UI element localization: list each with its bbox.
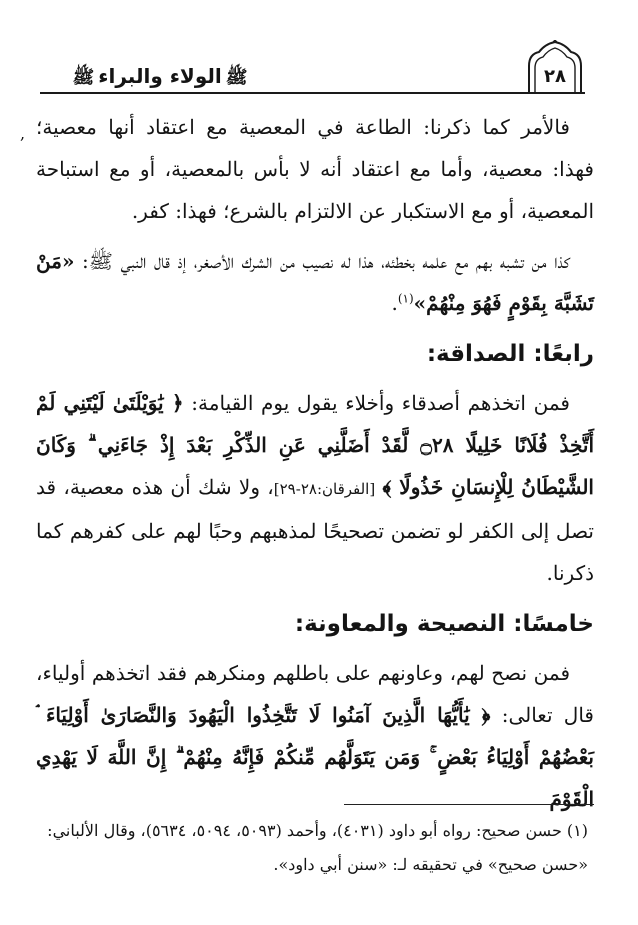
page-header [40,40,585,96]
paragraph-1: فالأمر كما ذكرنا: الطاعة في المعصية مع اعتقاد أنها معصية؛ فهذا: معصية، وأما مع اعتقاد أنه لا بأس بالمعصية، أو مع استباحة المعصية، أو مع الاستكبار عن الالتزام بالشرع؛ فهذا: كفر. [36,115,594,223]
running-title-text: الولاء والبراء [98,64,222,88]
footnote-1: (١) حسن صحيح: رواه أبو داود (٤٠٣١)، وأحمد (٥٠٩٣، ٥٠٩٤، ٥٦٣٤)، وقال الألباني: «حسن صحيح» في تحقيقه لـ: «سنن أبي داود». [47,821,588,874]
paragraph-4 [36,652,594,820]
main-text [36,106,594,820]
page-number-frame [525,40,585,94]
section-heading-4: رابعًا: الصداقة: [426,341,594,367]
ornament-right: ﷺ [72,67,95,88]
header-rule [40,92,585,94]
paragraph-3-text: فمن اتخذهم أصدقاء وأخلاء يقول يوم القيامة: [183,391,570,415]
hadith-quote: «مَنْ تَشَبَّهَ بِقَوْمٍ فَهُوَ مِنْهُمْ» [36,249,594,315]
page-number: ٢٨ [544,66,566,87]
paragraph-3 [36,382,594,594]
paragraph-3-rest: ، ولا شك أن هذه معصية، قد تصل إلى الكفر لو تضمن تصحيحًا لمذهبهم وحبًا لهم على كفرهم كما ذكرنا. [36,475,594,585]
paragraph-2-text: كذا من تشبه بهم مع علمه بخطئه، هذا له نصيب من الشرك الأصغر، إذ قال النبي ﷺ: [74,249,570,273]
ornament-left: ﷺ [225,67,248,88]
running-title [40,64,280,92]
margin-mark: , [20,124,26,143]
section-heading-5: خامسًا: النصيحة والمعاونة: [294,611,594,637]
verse-reference-1: [الفرقان:٢٨-٢٩] [273,480,376,498]
quran-verse-2: ﴿ يَٰأَيُّهَا الَّذِينَ آمَنُوا لَا تَتَّخِذُوا الْيَهُودَ وَالنَّصَارَىٰ أَوْلِيَاءَ ۘ بَعْضُهُمْ أَوْلِيَاءُ بَعْضٍ ۚ وَمَن يَتَوَلَّهُم مِّنكُمْ فَإِنَّهُ مِنْهُمْ ۗ إِنَّ اللَّهَ لَا يَهْدِي الْقَوْمَ [36,703,594,811]
footnote-separator [344,804,594,805]
paragraph-2: كذا من تشبه بهم مع علمه بخطئه، هذا له نصيب من الشرك الأصغر، إذ قال النبي ﷺ: «مَنْ تَشَبَّهَ بِقَوْمٍ فَهُوَ مِنْهُمْ»$^{(١)}$. [36,249,594,315]
quran-verse-1: ﴿ يَٰوَيْلَتَىٰ لَيْتَنِي لَمْ أَتَّخِذْ فُلَانًا خَلِيلًا ۝٢٨ لَّقَدْ أَضَلَّنِي عَنِ الذِّكْرِ بَعْدَ إِذْ جَاءَنِي ۗ وَكَانَ الشَّيْطَانُ لِلْإِنسَانِ خَذُولًا ﴾ [36,391,594,499]
paragraph-4-text: فمن نصح لهم، وعاونهم على باطلهم ومنكرهم فقد اتخذهم أولياء، قال تعالى: [36,661,594,727]
footnote-marker: (١) [397,291,414,306]
